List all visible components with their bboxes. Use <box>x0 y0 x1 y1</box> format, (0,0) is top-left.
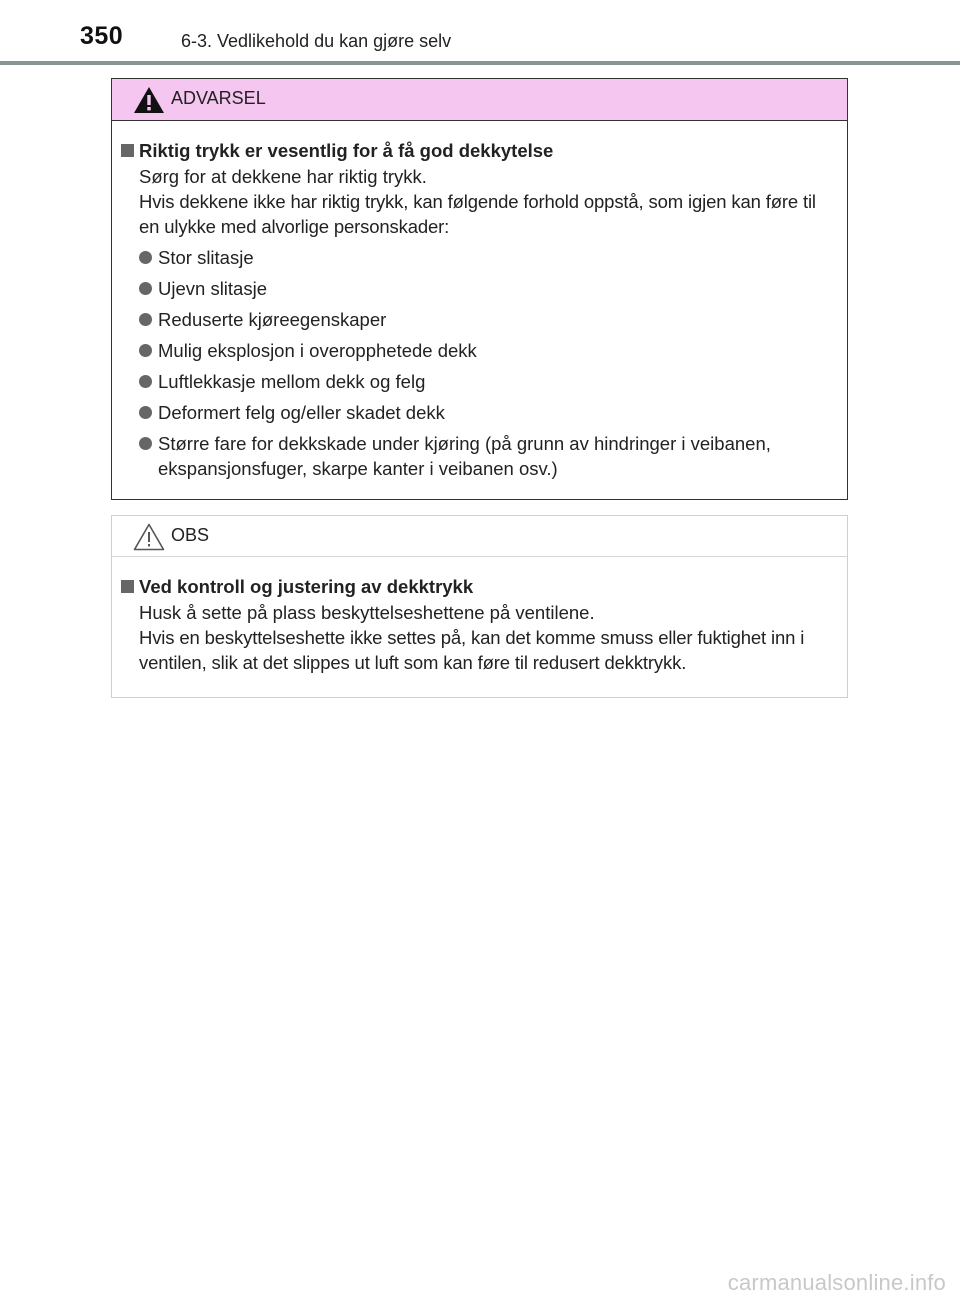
notice-paragraph-1: Husk å sette på plass beskyttelseshettene på ventilene. <box>139 602 595 623</box>
list-item-text: Reduserte kjøreegenskaper <box>158 309 387 330</box>
round-bullet-icon <box>139 437 152 450</box>
round-bullet-icon <box>139 344 152 357</box>
warning-item-heading <box>121 137 837 164</box>
round-bullet-icon <box>139 406 152 419</box>
notice-paragraph-2: Hvis en beskyttelseshette ikke settes på, kan det komme smuss eller fuktighet inn i ventilen, slik at det slippes ut luft som kan føre til redusert dekktrykk. <box>139 627 805 673</box>
list-item-text: Ujevn slitasje <box>158 278 267 299</box>
page-number: 350 <box>80 22 124 50</box>
round-bullet-icon <box>139 375 152 388</box>
warning-body <box>112 121 847 481</box>
list-item-text: Mulig eksplosjon i overopphetede dekk <box>158 340 477 361</box>
list-item <box>139 431 837 481</box>
header-rule <box>0 61 960 65</box>
list-item <box>139 400 837 425</box>
notice-header <box>112 516 847 557</box>
list-item-text: Deformert felg og/eller skadet dekk <box>158 402 445 423</box>
list-item <box>139 307 837 332</box>
list-item-text: Større fare for dekkskade under kjøring (på grunn av hindringer i veibanen, ekspansjonsfuger, skarpe kanter i veibanen osv.) <box>158 433 771 479</box>
list-item-text: Stor slitasje <box>158 247 254 268</box>
footer-watermark: carmanualsonline.info <box>727 1270 946 1295</box>
page-header <box>0 0 960 66</box>
list-item <box>139 369 837 394</box>
notice-label: OBS <box>171 525 210 545</box>
notice-body <box>112 557 847 675</box>
warning-header <box>112 79 847 121</box>
round-bullet-icon <box>139 251 152 264</box>
notice-heading-text: Ved kontroll og justering av dekktrykk <box>139 576 474 597</box>
caution-triangle-outline-icon <box>133 523 165 551</box>
list-item <box>139 338 837 363</box>
list-item <box>139 276 837 301</box>
warning-paragraph-1: Sørg for at dekkene har riktig trykk. <box>139 166 427 187</box>
warning-label: ADVARSEL <box>171 88 266 108</box>
warning-heading-text: Riktig trykk er vesentlig for å få god dekkytelse <box>139 140 554 161</box>
warning-triangle-filled-icon <box>133 86 165 114</box>
warning-paragraph-2: Hvis dekkene ikke har riktig trykk, kan følgende forhold oppstå, som igjen kan føre til en ulykke med alvorlige personskader: <box>139 191 816 237</box>
round-bullet-icon <box>139 313 152 326</box>
list-item <box>139 245 837 270</box>
notice-item-heading <box>121 573 837 600</box>
warning-bullet-list <box>121 245 837 481</box>
square-bullet-icon <box>121 144 134 157</box>
list-item-text: Luftlekkasje mellom dekk og felg <box>158 371 426 392</box>
warning-box <box>111 78 848 500</box>
notice-box <box>111 515 848 698</box>
round-bullet-icon <box>139 282 152 295</box>
square-bullet-icon <box>121 580 134 593</box>
section-title: 6-3. Vedlikehold du kan gjøre selv <box>181 31 452 51</box>
